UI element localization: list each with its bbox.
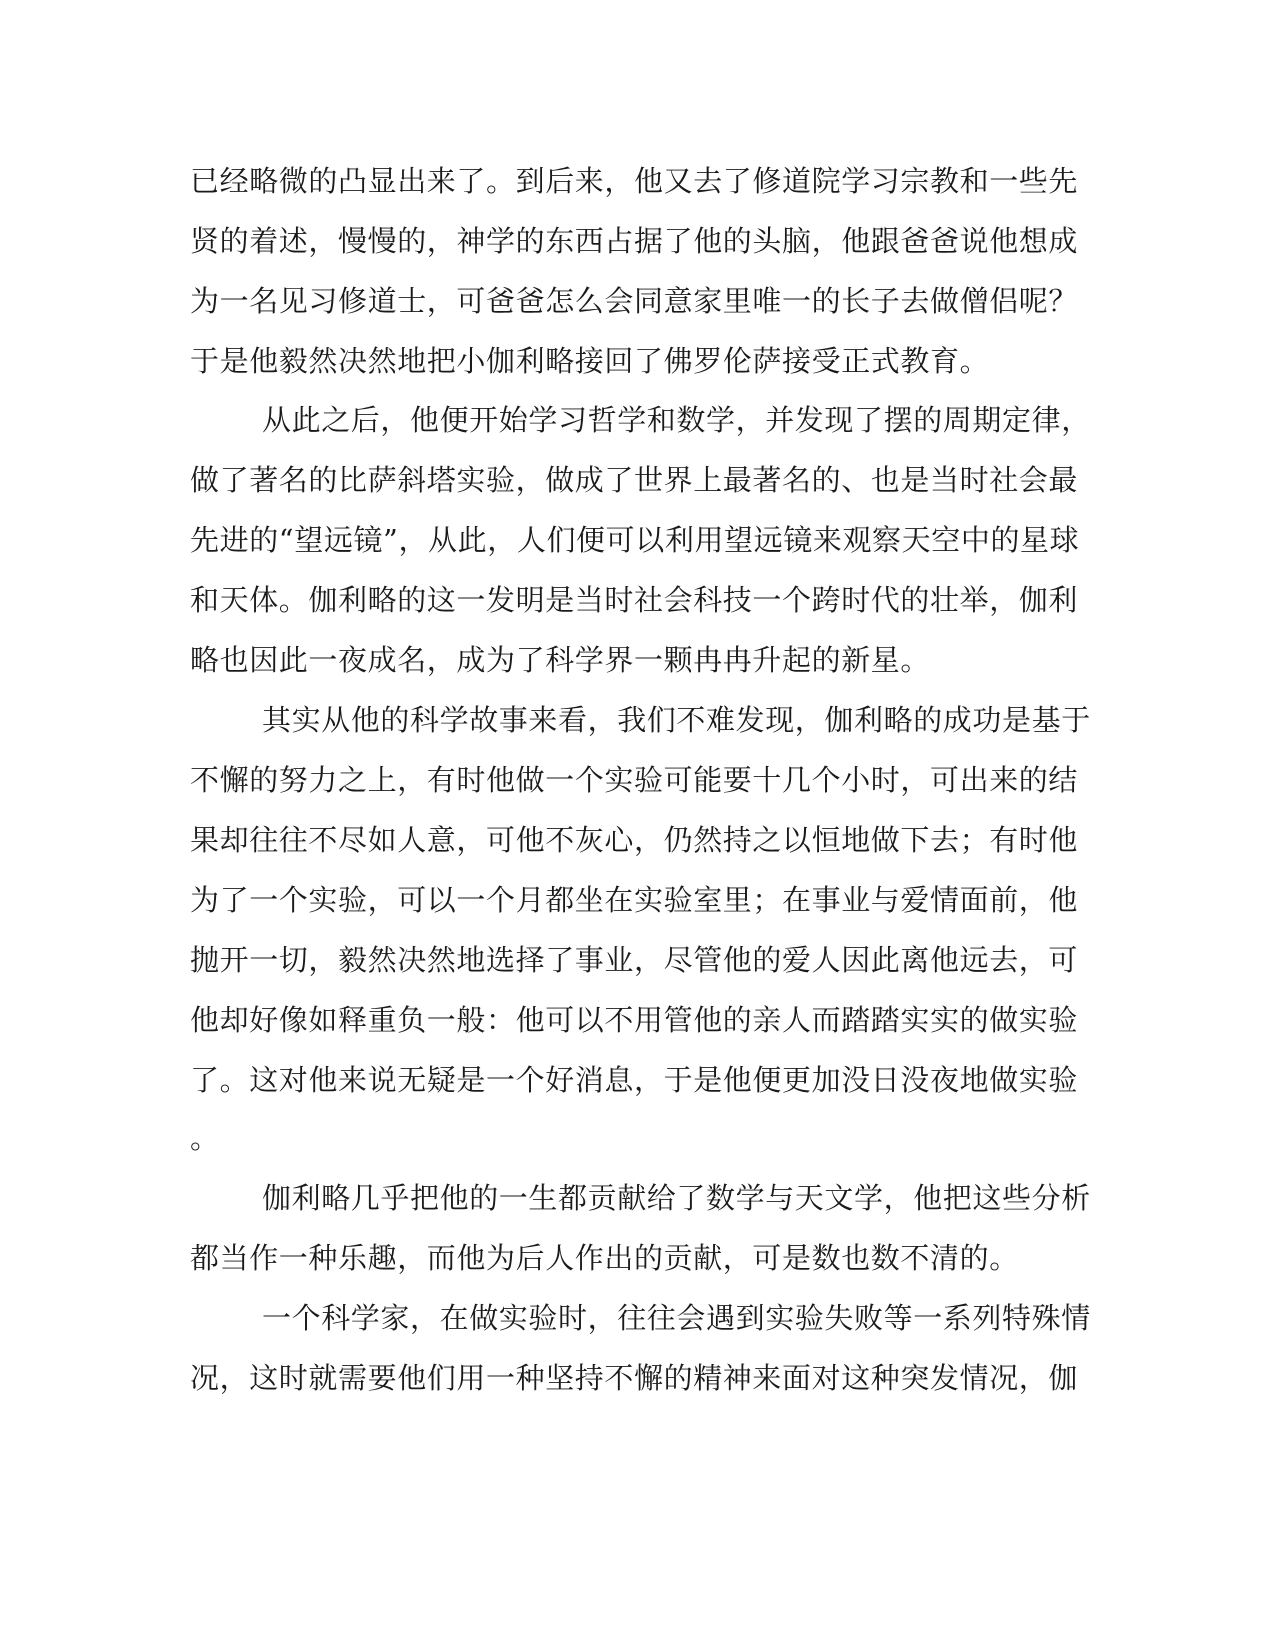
text-line: 先进的“望远镜”，从此，人们便可以利用望远镜来观察天空中的星球 <box>190 523 1080 557</box>
text-line: 已经略微的凸显出来了。到后来，他又去了修道院学习宗教和一些先 <box>190 164 1079 198</box>
paragraph-first-line: 伽利略几乎把他的一生都贡献给了数学与天文学，他把这些分析 <box>262 1181 1091 1215</box>
paragraph-first-line: 其实从他的科学故事来看，我们不难发现，伽利略的成功是基于 <box>262 703 1091 737</box>
text-line: 况，这时就需要他们用一种坚持不懈的精神来面对这种突发情况，伽 <box>190 1361 1079 1395</box>
text-line: 和天体。伽利略的这一发明是当时社会科技一个跨时代的壮举，伽利 <box>190 583 1079 617</box>
text-line: 果却往往不尽如人意，可他不灰心，仍然持之以恒地做下去；有时他 <box>190 823 1079 857</box>
text-line: 做了著名的比萨斜塔实验，做成了世界上最著名的、也是当时社会最 <box>190 463 1079 497</box>
text-line: 了。这对他来说无疑是一个好消息，于是他便更加没日没夜地做实验 <box>190 1063 1079 1097</box>
text-line: 他却好像如释重负一般：他可以不用管他的亲人而踏踏实实的做实验 <box>190 1003 1079 1037</box>
text-line: 不懈的努力之上，有时他做一个实验可能要十几个小时，可出来的结 <box>190 763 1079 797</box>
text-line: 都当作一种乐趣，而他为后人作出的贡献，可是数也数不清的。 <box>190 1241 1019 1275</box>
text-line: 贤的着述，慢慢的，神学的东西占据了他的头脑，他跟爸爸说他想成 <box>190 224 1079 258</box>
paragraph-first-line: 一个科学家，在做实验时，往往会遇到实验失败等一系列特殊情 <box>262 1301 1091 1335</box>
paragraph-first-line: 从此之后，他便开始学习哲学和数学，并发现了摆的周期定律， <box>262 403 1091 437</box>
text-line: 抛开一切，毅然决然地选择了事业，尽管他的爱人因此离他远去，可 <box>190 943 1079 977</box>
text-line: 为一名见习修道士，可爸爸怎么会同意家里唯一的长子去做僧侣呢？ <box>190 284 1079 318</box>
text-line: 略也因此一夜成名，成为了科学界一颗冉冉升起的新星。 <box>190 643 931 677</box>
text-line: 。 <box>190 1121 220 1155</box>
text-line: 于是他毅然决然地把小伽利略接回了佛罗伦萨接受正式教育。 <box>190 344 990 378</box>
text-line: 为了一个实验，可以一个月都坐在实验室里；在事业与爱情面前，他 <box>190 883 1079 917</box>
